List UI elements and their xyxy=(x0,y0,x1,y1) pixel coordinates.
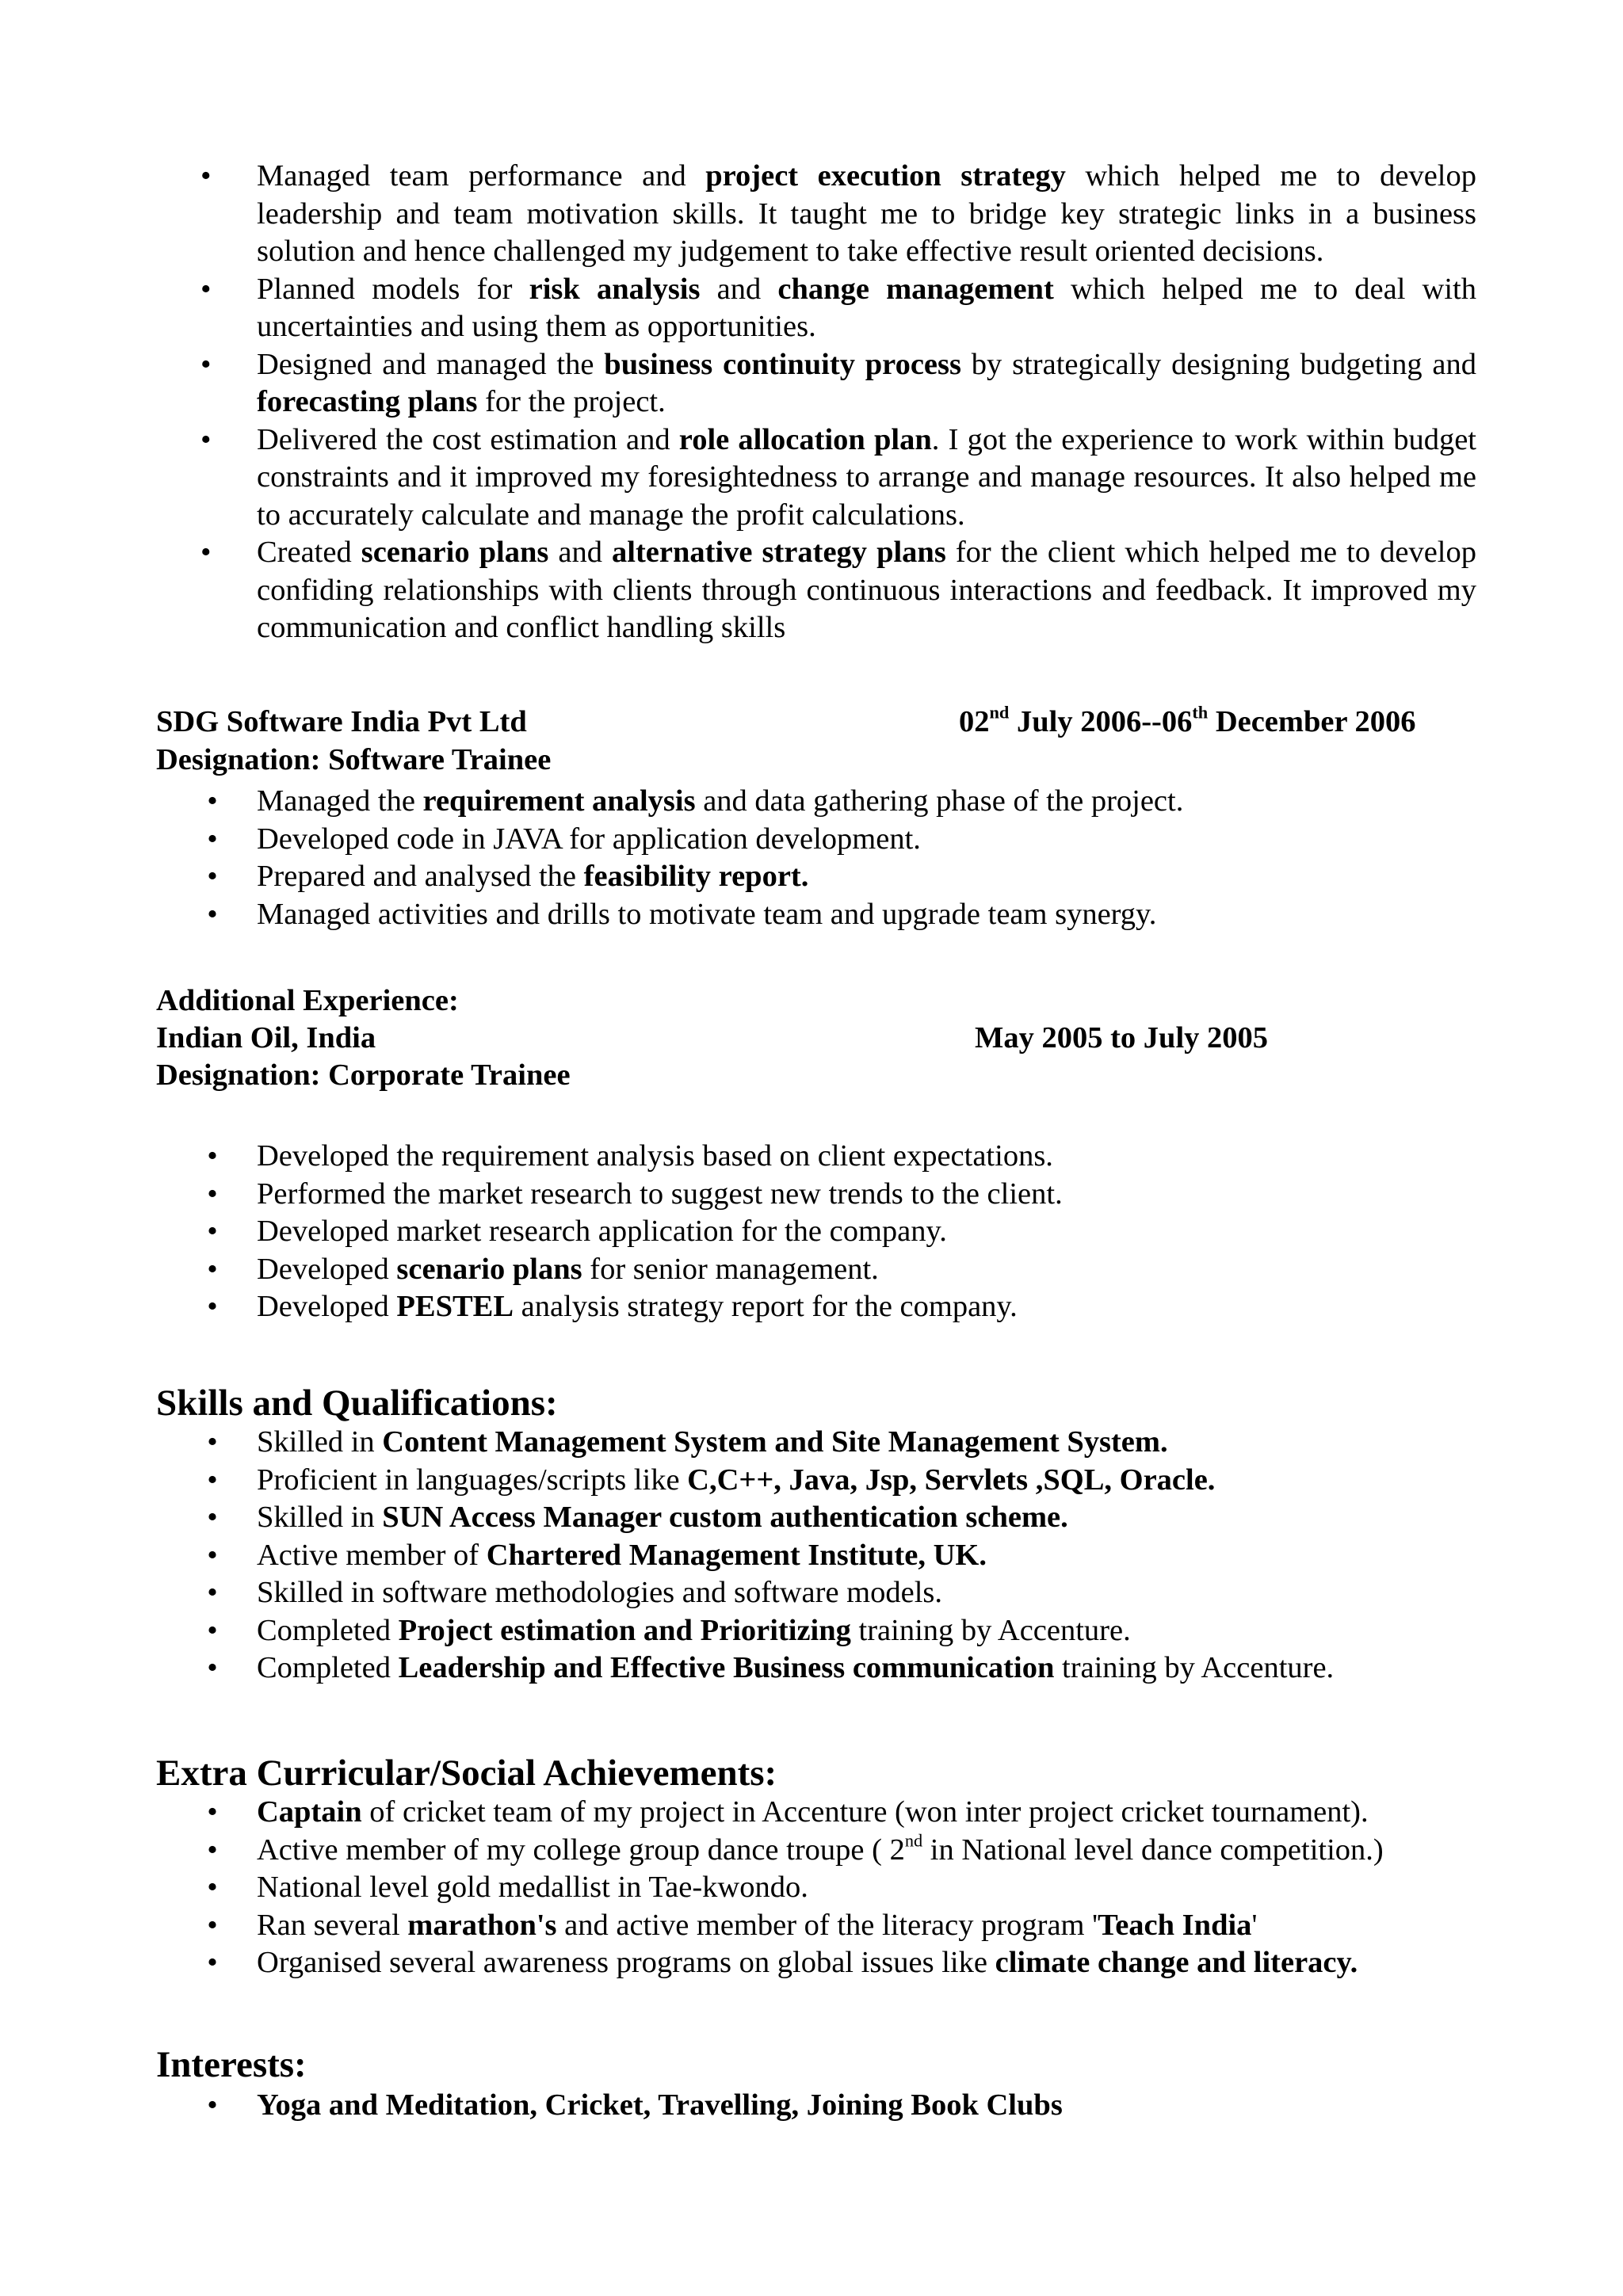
list-item-text: and xyxy=(700,272,778,306)
list-item-text: and xyxy=(548,536,613,569)
bold-text: change management xyxy=(777,272,1054,306)
bold-text: Leadership and Effective Business communication xyxy=(398,1651,1055,1684)
bold-text: Chartered Management Institute, UK. xyxy=(486,1538,987,1572)
sdg-date-middle: July 2006--06 xyxy=(1009,705,1193,738)
indian-oil-bullet-list xyxy=(200,1138,1476,1326)
bullet-marker: • xyxy=(207,784,218,818)
project-bullet-list xyxy=(200,158,1476,647)
bold-text: project execution strategy xyxy=(705,159,1066,193)
list-item xyxy=(200,1869,1476,1907)
list-item xyxy=(200,346,1476,421)
list-item xyxy=(200,158,1476,271)
list-item xyxy=(200,1251,1476,1289)
list-item-text: Developed market research application for the company. xyxy=(257,1215,947,1248)
list-item-text: Developed the requirement analysis based on client expectations. xyxy=(257,1139,1053,1173)
list-item xyxy=(200,858,1476,896)
interests-section-title: Interests: xyxy=(156,2044,307,2085)
list-item xyxy=(200,1574,1476,1612)
list-item xyxy=(200,2087,1476,2125)
list-item xyxy=(200,1176,1476,1214)
bold-text: PESTEL xyxy=(396,1290,514,1323)
list-item-text: for the project. xyxy=(477,385,666,418)
bullet-marker: • xyxy=(207,1613,218,1647)
bold-text: Content Management System and Site Management System. xyxy=(382,1425,1168,1459)
list-item-text: in National level dance competition.) xyxy=(922,1833,1384,1867)
list-item-text: Designed and managed the xyxy=(257,347,605,381)
list-item-text: by strategically designing budgeting and xyxy=(960,347,1477,381)
bullet-marker: • xyxy=(207,1290,218,1323)
bold-text: forecasting plans xyxy=(257,385,478,418)
bold-text: climate change and literacy. xyxy=(995,1946,1358,1979)
bullet-marker: • xyxy=(200,272,212,306)
list-item xyxy=(200,1650,1476,1688)
bold-text: Teach India xyxy=(1098,1908,1252,1942)
bullet-marker: • xyxy=(207,1215,218,1248)
bullet-marker: • xyxy=(207,1177,218,1211)
list-item-text: training by Accenture. xyxy=(1054,1651,1335,1684)
list-item xyxy=(200,821,1476,859)
indian-oil-designation: Designation: Corporate Trainee xyxy=(156,1058,571,1092)
bullet-marker: • xyxy=(207,1463,218,1497)
skills-bullet-list xyxy=(200,1424,1476,1688)
list-item xyxy=(200,271,1476,346)
list-item-text: and data gathering phase of the project. xyxy=(695,784,1184,818)
list-item xyxy=(200,1288,1476,1326)
indian-oil-company-name: Indian Oil, India xyxy=(156,1021,376,1055)
list-item-text: Proficient in languages/scripts like xyxy=(257,1463,688,1497)
bullet-marker: • xyxy=(207,1795,218,1829)
list-item xyxy=(200,1462,1476,1500)
bullet-marker: • xyxy=(207,897,218,931)
list-item-text: Managed team performance and xyxy=(257,159,706,193)
list-item-text: which helped me to develop leadership and team motivation skills. It taught me to bridge key strategic links in a business solution and hence challenged my judgement to take effective result oriented decisions. xyxy=(257,159,1476,268)
extra-curricular-bullet-list xyxy=(200,1794,1476,1982)
bullet-marker: • xyxy=(207,1908,218,1942)
list-item xyxy=(200,1424,1476,1462)
sdg-date-end: December 2006 xyxy=(1208,705,1416,738)
indian-oil-employment-dates: May 2005 to July 2005 xyxy=(975,1021,1269,1055)
list-item-text: for the client which helped me to develop confiding relationships with clients through continuous interactions and feedback. It improved my communication and conflict handling skills xyxy=(257,536,1477,644)
list-item xyxy=(200,1213,1476,1251)
interests-bullet-list xyxy=(200,2087,1476,2125)
sdg-company-name: SDG Software India Pvt Ltd xyxy=(156,705,527,738)
list-item-text: Managed activities and drills to motivate team and upgrade team synergy. xyxy=(257,897,1157,931)
list-item-text: of cricket team of my project in Accenture (won inter project cricket tournament). xyxy=(361,1795,1369,1829)
list-item-text: Completed xyxy=(257,1651,399,1684)
list-item xyxy=(200,1944,1476,1982)
list-item-text: Developed xyxy=(257,1252,397,1286)
bullet-marker: • xyxy=(200,422,212,456)
list-item-text: for senior management. xyxy=(582,1252,879,1286)
bullet-marker: • xyxy=(200,347,212,381)
bold-text: business continuity process xyxy=(604,347,961,381)
bold-text: Yoga and Meditation, Cricket, Travelling, Joining Book Clubs xyxy=(257,2088,1063,2122)
bullet-marker: • xyxy=(207,1833,218,1867)
list-item-text: Developed code in JAVA for application development. xyxy=(257,822,921,856)
list-item-text: Active member of my college group dance troupe ( 2 xyxy=(257,1833,905,1867)
bullet-marker: • xyxy=(207,1139,218,1173)
bold-text: marathon's xyxy=(407,1908,557,1942)
sdg-date-start-suffix: nd xyxy=(989,702,1010,723)
bullet-marker: • xyxy=(207,1501,218,1534)
list-item xyxy=(200,1829,1476,1870)
bold-text: role allocation plan xyxy=(678,422,932,456)
bullet-marker: • xyxy=(207,1538,218,1572)
list-item-text: analysis strategy report for the company. xyxy=(514,1290,1018,1323)
list-item-text: Skilled in xyxy=(257,1425,383,1459)
list-item xyxy=(200,1794,1476,1832)
list-item-text: Organised several awareness programs on global issues like xyxy=(257,1946,995,1979)
list-item xyxy=(200,1499,1476,1537)
list-item-text: Delivered the cost estimation and xyxy=(257,422,679,456)
bullet-marker: • xyxy=(207,822,218,856)
bold-text: C,C++, Java, Jsp, Servlets ,SQL, Oracle. xyxy=(687,1463,1216,1497)
sdg-employment-dates xyxy=(959,704,1415,742)
sdg-date-end-suffix: th xyxy=(1192,702,1209,723)
list-item xyxy=(200,421,1476,535)
bullet-marker: • xyxy=(200,536,212,569)
bullet-marker: • xyxy=(207,1252,218,1286)
list-item-text: National level gold medallist in Tae-kwondo. xyxy=(257,1871,808,1904)
bullet-marker: • xyxy=(207,1425,218,1459)
list-item xyxy=(200,896,1476,934)
bullet-marker: • xyxy=(207,1576,218,1609)
bold-text: risk analysis xyxy=(529,272,701,306)
bold-text: feasibility report. xyxy=(583,860,809,893)
list-item-text: and active member of the literacy program ' xyxy=(556,1908,1098,1942)
list-item-text: Performed the market research to suggest new trends to the client. xyxy=(257,1177,1063,1211)
list-item-text: which helped me to deal with uncertainties and using them as opportunities. xyxy=(257,272,1477,343)
list-item xyxy=(200,1907,1476,1945)
bullet-marker: • xyxy=(207,2088,218,2122)
list-item-text: Skilled in software methodologies and software models. xyxy=(257,1576,943,1609)
sdg-date-start-day: 02 xyxy=(959,705,990,738)
list-item xyxy=(200,1612,1476,1650)
superscript-text: nd xyxy=(904,1829,923,1850)
list-item xyxy=(200,783,1476,821)
bullet-marker: • xyxy=(207,860,218,893)
list-item xyxy=(200,534,1476,647)
list-item-text: Developed xyxy=(257,1290,397,1323)
list-item-text: Ran several xyxy=(257,1908,408,1942)
bullet-marker: • xyxy=(207,1946,218,1979)
list-item-text: Planned models for xyxy=(257,272,529,306)
list-item-text: Skilled in xyxy=(257,1501,383,1534)
skills-section-title: Skills and Qualifications: xyxy=(156,1383,558,1424)
sdg-bullet-list xyxy=(200,783,1476,933)
list-item-text: Prepared and analysed the xyxy=(257,860,584,893)
list-item-text: Managed the xyxy=(257,784,423,818)
list-item-text: Completed xyxy=(257,1613,399,1647)
list-item-text: . I got the experience to work within budget constraints and it improved my foresightedness to arrange and manage resources. It also helped me to accurately calculate and manage the profit calculations. xyxy=(257,422,1476,532)
list-item-text: ' xyxy=(1251,1908,1258,1942)
bold-text: SUN Access Manager custom authentication scheme. xyxy=(382,1501,1068,1534)
bold-text: Project estimation and Prioritizing xyxy=(398,1613,851,1647)
bullet-marker: • xyxy=(207,1651,218,1684)
list-item-text: training by Accenture. xyxy=(850,1613,1131,1647)
list-item-text: Active member of xyxy=(257,1538,487,1572)
bold-text: scenario plans xyxy=(361,536,549,569)
bullet-marker: • xyxy=(207,1871,218,1904)
bold-text: requirement analysis xyxy=(422,784,696,818)
list-item xyxy=(200,1138,1476,1176)
extra-curricular-section-title: Extra Curricular/Social Achievements: xyxy=(156,1753,777,1794)
additional-experience-heading: Additional Experience: xyxy=(156,984,459,1017)
list-item-text: Created xyxy=(257,536,361,569)
bullet-marker: • xyxy=(200,159,212,193)
list-item xyxy=(200,1537,1476,1575)
bold-text: Captain xyxy=(257,1795,362,1829)
bold-text: alternative strategy plans xyxy=(612,536,946,569)
sdg-designation: Designation: Software Trainee xyxy=(156,743,552,776)
bold-text: scenario plans xyxy=(396,1252,582,1286)
